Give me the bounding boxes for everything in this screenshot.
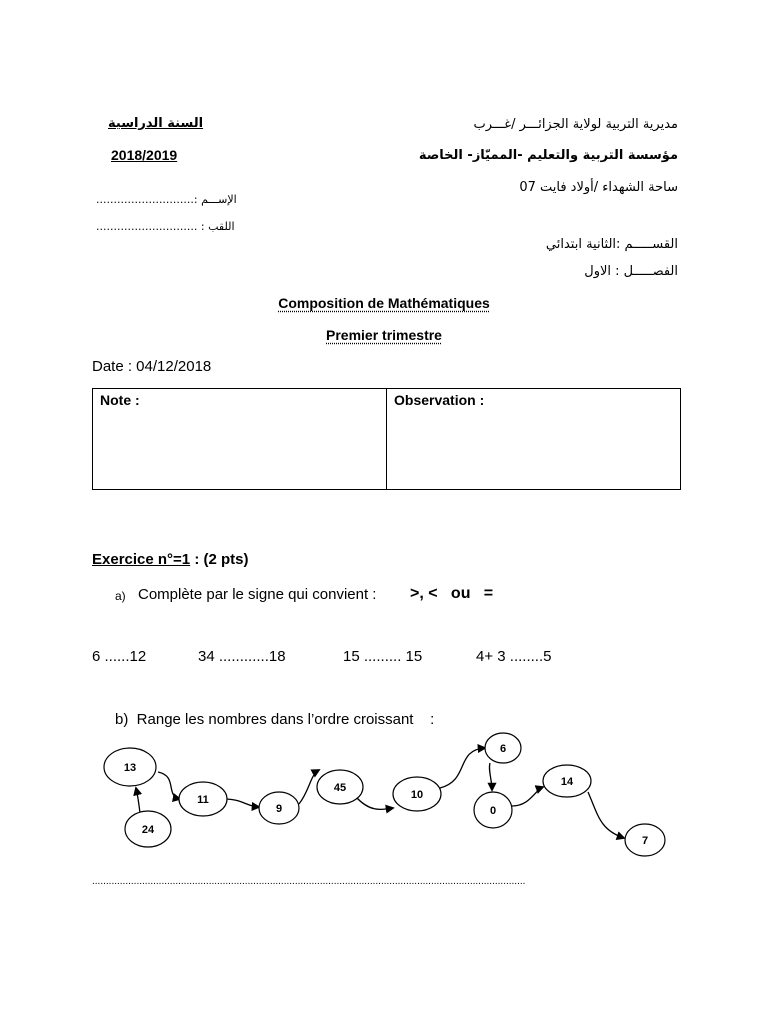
chain-arrow [440,748,485,788]
part-b-instruction: b) Range les nombres dans l’ordre croissant : [115,711,435,728]
comparison-item-1[interactable]: 6 ......12 [92,648,147,665]
class-line: القســـــم :الثانية ابتدائي [545,237,678,252]
chain-node-label: 10 [410,789,424,801]
note-label: Note : [100,392,140,408]
chain-arrow [158,772,180,799]
chain-node-label: 13 [123,762,137,774]
chain-arrow [299,770,319,804]
comparison-item-4[interactable]: 4+ 3 ........5 [476,648,552,665]
chain-arrow [588,792,624,838]
directorate-text: مديرية التربية لولاية الجزائـــر /غـــرب [473,117,678,132]
chain-arrow [356,797,393,809]
name-field[interactable]: الإســـم :............................ [96,193,237,206]
chain-node-label: 6 [499,743,507,755]
chain-arrow [512,787,543,806]
chain-arrow [489,763,492,790]
part-a-letter: a) [115,589,126,603]
chain-node-label: 14 [560,776,574,788]
part-a-instruction: Complète par le signe qui convient : [138,586,377,603]
exam-date: Date : 04/12/2018 [92,358,212,375]
comparison-signs: >, < ou = [410,585,494,602]
exercise-1-points: : (2 pts) [190,551,249,568]
chain-arrow [226,799,259,807]
chain-node-label: 45 [333,782,347,794]
chain-node-label: 24 [141,824,155,836]
surname-field[interactable]: اللقب : ............................. [96,220,235,233]
address-text: ساحة الشهداء /أولاد فايت 07 [519,180,678,195]
term-line: الفصـــــل : الاول [584,264,678,279]
school-year-value: 2018/2019 [111,147,178,163]
chain-node-label: 7 [641,835,649,847]
page-subtitle: Premier trimestre [326,327,442,343]
answer-line[interactable]: ............................................................................................................................................................ [92,876,526,887]
chain-node-label: 0 [489,805,497,817]
exercise-1-title: Exercice n°=1 [92,551,191,568]
chain-node-label: 11 [197,794,209,806]
school-year-label: السنة الدراسية [108,116,204,131]
page-title: Composition de Mathématiques [278,295,490,311]
institution-text: مؤسسة التربية والتعليم -المميّاز- الخاصة [418,148,678,163]
chain-node-label: 9 [275,803,283,815]
comparison-item-3[interactable]: 15 ......... 15 [343,648,423,665]
comparison-item-2[interactable]: 34 ............18 [198,648,286,665]
observation-label: Observation : [394,392,485,408]
